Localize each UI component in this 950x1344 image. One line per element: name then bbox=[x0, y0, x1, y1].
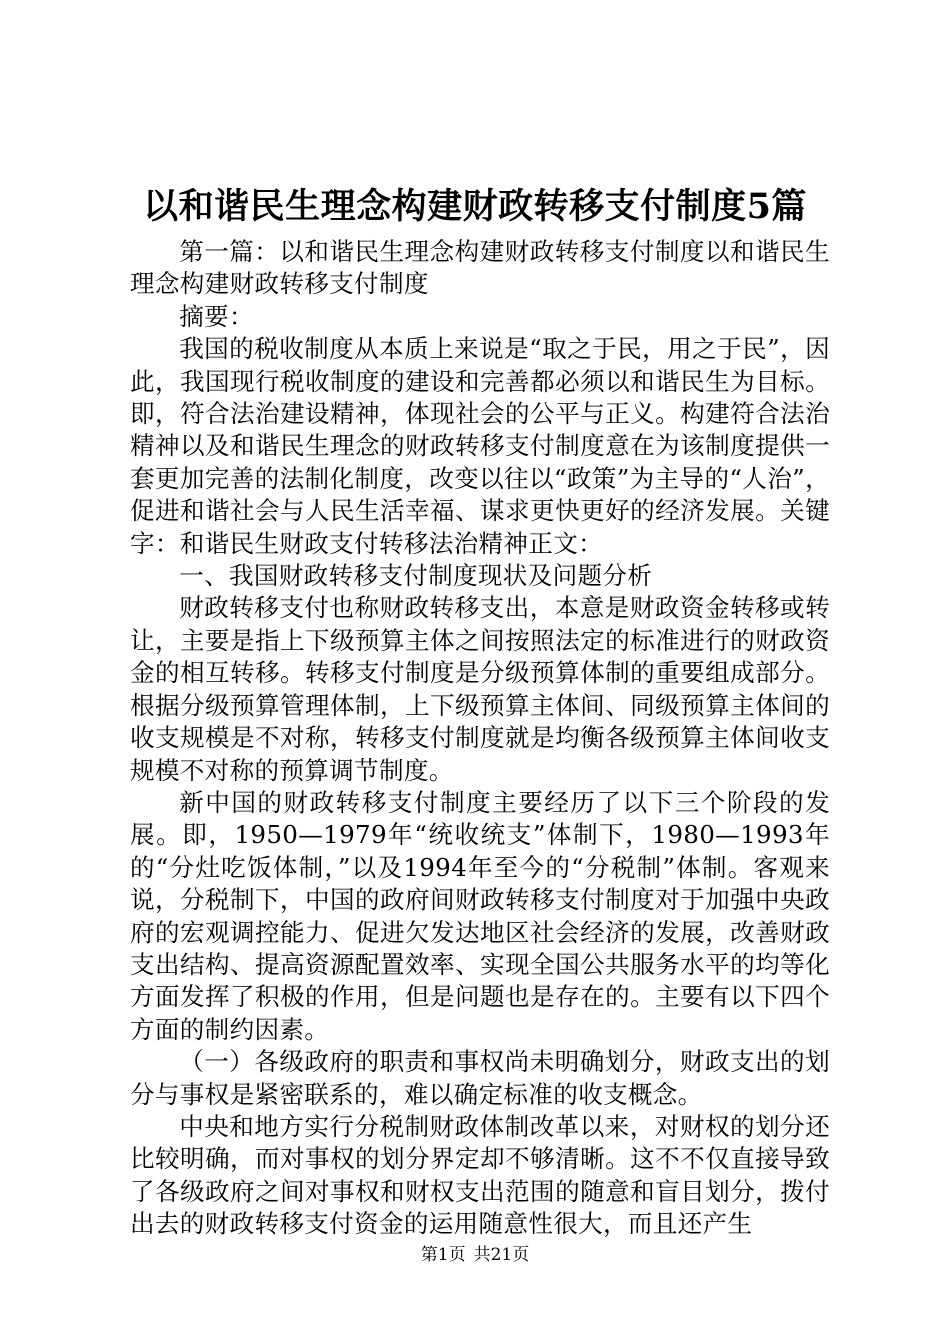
document-body bbox=[130, 236, 830, 1241]
paragraph-history: 新中国的财政转移支付制度主要经历了以下三个阶段的发展。即，1950—1979年“统收统支”体制下，1980—1993年的“分灶吃饭体制，”以及1994年至今的“分税制”体制。客观来说，分税制下，中国的政府间财政转移支付制度对于加强中央政府的宏观调控能力、促进欠发达地区社会经济的发展，改善财政支出结构、提高资源配置效率、实现全国公共服务水平的均等化方面发挥了积极的作用，但是问题也是存在的。主要有以下四个方面的制约因素。 bbox=[130, 787, 830, 1044]
page-footer bbox=[0, 1243, 950, 1267]
document-title: 以和谐民生理念构建财政转移支付制度5篇 bbox=[143, 186, 807, 227]
section-heading: 一、我国财政转移支付制度现状及问题分析 bbox=[179, 561, 653, 591]
paragraph-subheading-1: （一）各级政府的职责和事权尚未明确划分，财政支出的划分与事权是紧密联系的，难以确定标准的收支概念。 bbox=[130, 1047, 830, 1109]
page-total: 共21页 bbox=[473, 1245, 530, 1265]
paragraph-abstract-label: 摘要： bbox=[179, 301, 254, 331]
paragraph-definition: 财政转移支付也称财政转移支出，本意是财政资金转移或转让，主要是指上下级预算主体之间按照法定的标准进行的财政资金的相互转移。转移支付制度是分级预算体制的重要组成部分。根据分级预算管理体制，上下级预算主体间、同级预算主体间的收支规模是不对称，转移支付制度就是均衡各级预算主体间收支规模不对称的预算调节制度。 bbox=[130, 593, 830, 785]
page-number: 第1页 bbox=[420, 1245, 466, 1265]
paragraph-intro: 第一篇：以和谐民生理念构建财政转移支付制度以和谐民生理念构建财政转移支付制度 bbox=[130, 237, 830, 299]
paragraph-abstract: 我国的税收制度从本质上来说是“取之于民，用之于民”，因此，我国现行税收制度的建设和完善都必须以和谐民生为目标。即，符合法治建设精神，体现社会的公平与正义。构建符合法治精神以及和谐民生理念的财政转移支付制度意在为该制度提供一套更加完善的法制化制度，改变以往以“政策”为主导的“人治”，促进和谐社会与人民生活幸福、谋求更快更好的经济发展。关键字：和谐民生财政支付转移法治精神正文： bbox=[130, 334, 830, 558]
paragraph-analysis: 中央和地方实行分税制财政体制改革以来，对财权的划分还比较明确，而对事权的划分界定却不够清晰。这不不仅直接导致了各级政府之间对事权和财权支出范围的随意和盲目划分，拨付出去的财政转移支付资金的运用随意性很大，而且还产生 bbox=[130, 1111, 830, 1239]
